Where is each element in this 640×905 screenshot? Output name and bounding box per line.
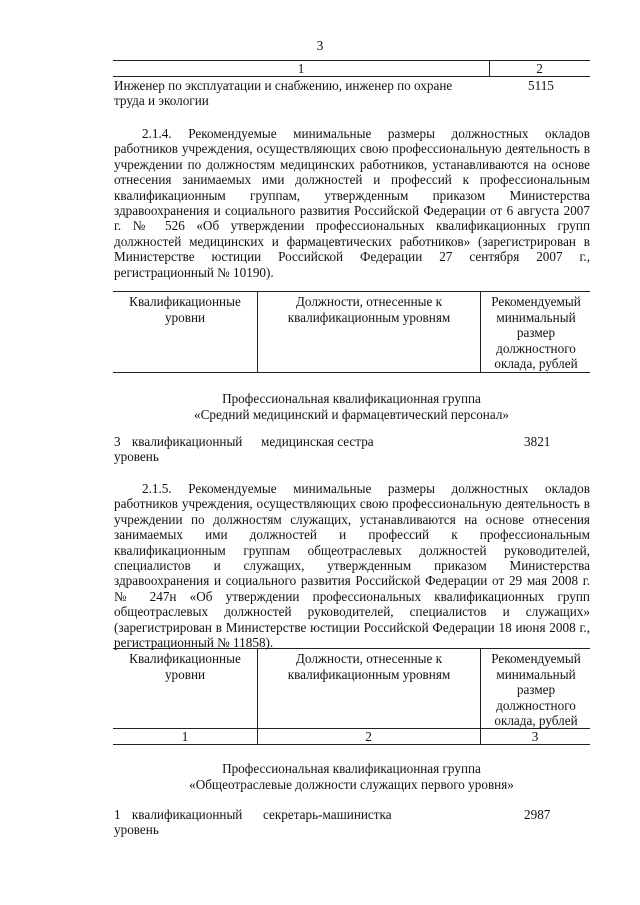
- table1-bottom-border: [113, 372, 590, 373]
- paragraph-2-1-5: 2.1.5. Рекомендуемые минимальные размеры должностных окладов работников учреждения, осуществляющих свою профессиональную деятельность в учреждении по должностям служащих, устанавливаются на основе отнесения занимаемых ими должностей и профессий к профессиональным квалификационным группам общеотраслевых должностей руководителей, специалистов и служащих, утвержденным приказом Министерства здравоохранения и социального развития Российской Федерации от 29 мая 2008 г. № 247н «Об утверждении профессиональных квалификационных групп общеотраслевых должностей руководителей, специалистов и служащих» (зарегистрирован в Министерстве юстиции Российской Федерации 18 июня 2008 г., регистрационный № 11858).: [114, 481, 590, 651]
- group1-name: «Средний медицинский и фармацевтический персонал»: [194, 407, 509, 422]
- table2-col3-number: 3: [531, 729, 539, 744]
- table1-col3-header: Рекомендуемый минимальный размер должностного оклада, рублей: [491, 294, 581, 372]
- group2-level: 1 квалификационный уровень: [114, 807, 243, 838]
- page-number: 3: [316, 38, 324, 53]
- table2-col1-header: Квалификационные уровни: [129, 651, 241, 682]
- top-table-row-text: Инженер по эксплуатации и снабжению, инженер по охране труда и экологии: [114, 78, 453, 109]
- table2-col1-number: 1: [181, 729, 189, 744]
- group1-title: Профессиональная квалификационная группа: [222, 391, 481, 406]
- group2-position: секретарь-машинистка: [263, 807, 392, 822]
- top-table-col1-number: 1: [297, 61, 305, 76]
- group2-salary: 2987: [524, 807, 551, 822]
- top-table-row-value: 5115: [528, 78, 554, 93]
- table2-col2-number: 2: [365, 729, 372, 744]
- group1-position: медицинская сестра: [261, 434, 374, 449]
- table2-top-border: [113, 648, 590, 649]
- table1-divider-2: [480, 291, 481, 372]
- group2-name: «Общеотраслевые должности служащих первого уровня»: [189, 777, 514, 792]
- table2-col2-header: Должности, отнесенные к квалификационным уровням: [287, 651, 451, 682]
- table2-col3-header: Рекомендуемый минимальный размер должностного оклада, рублей: [491, 651, 581, 729]
- table1-col2-header: Должности, отнесенные к квалификационным уровням: [287, 294, 451, 325]
- table1-divider-1: [257, 291, 258, 372]
- table1-col1-header: Квалификационные уровни: [129, 294, 241, 325]
- group2-title: Профессиональная квалификационная группа: [222, 761, 481, 776]
- table1-top-border: [113, 291, 590, 292]
- group1-level: 3 квалификационный уровень: [114, 434, 243, 465]
- top-table-col2-number: 2: [536, 61, 543, 76]
- group1-salary: 3821: [524, 434, 551, 449]
- paragraph-2-1-4: 2.1.4. Рекомендуемые минимальные размеры должностных окладов работников учреждения, осуществляющих свою профессиональную деятельность в учреждении по должностям медицинских работников, устанавливаются на основе отнесения занимаемых ими должностей и профессий к профессиональным квалификационным группам, утвержденным приказом Министерства здравоохранения и социального развития Российской Федерации от 6 августа 2007 г. № 526 «Об утверждении профессиональных квалификационных групп должностей медицинских и фармацевтических работников» (зарегистрирован в Министерстве юстиции Российской Федерации 27 сентября 2007 г., регистрационный № 10190).: [114, 126, 590, 280]
